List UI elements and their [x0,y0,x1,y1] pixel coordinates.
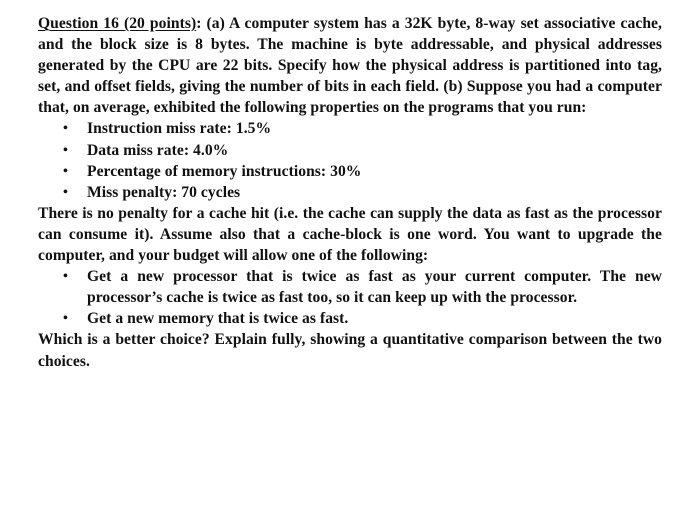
list-item [38,308,662,329]
list-item [38,140,662,161]
bullet-icon: • [63,269,68,285]
question-intro-text: : (a) A computer system has a 32K byte, 8-way set associative cache, and the block size is 8 bytes. The machine is byte addressable, and physical addresses generated by the CPU are 22 bits. Specify how the physical address is partitioned into tag, set, and offset fields, giving the number of bits in each field. (b) Suppose you had a computer that, on average, exhibited the following properties on the programs that you run: [38,15,662,117]
property-text: Percentage of memory instructions: 30% [87,162,362,180]
bullet-icon: • [63,311,68,327]
question-middle-paragraph: There is no penalty for a cache hit (i.e. the cache can supply the data as fast as the processor can consume it). Assume also that a cache-block is one word. You want to upgrade the computer, and your budget will allow one of the following: [38,204,662,265]
question-label: Question 16 (20 points) [38,15,197,32]
question-intro-paragraph [38,13,662,118]
question-document [38,13,662,372]
bullet-icon: • [63,184,68,200]
list-item [38,182,662,203]
bullet-icon: • [63,163,68,179]
options-list [38,266,662,329]
property-text: Instruction miss rate: 1.5% [87,120,272,138]
list-item [38,118,662,139]
option-text: Get a new processor that is twice as fast as your current computer. The new processor’s cache is twice as fast too, so it can keep up with the processor. [87,268,662,307]
property-text: Data miss rate: 4.0% [87,141,229,159]
bullet-icon: • [63,121,68,137]
option-text: Get a new memory that is twice as fast. [87,310,349,328]
bullet-icon: • [63,142,68,158]
question-closing-paragraph: Which is a better choice? Explain fully, showing a quantitative comparison between the two choices. [38,331,662,370]
list-item [38,266,662,308]
list-item [38,161,662,182]
properties-list [38,118,662,202]
property-text: Miss penalty: 70 cycles [87,183,241,201]
